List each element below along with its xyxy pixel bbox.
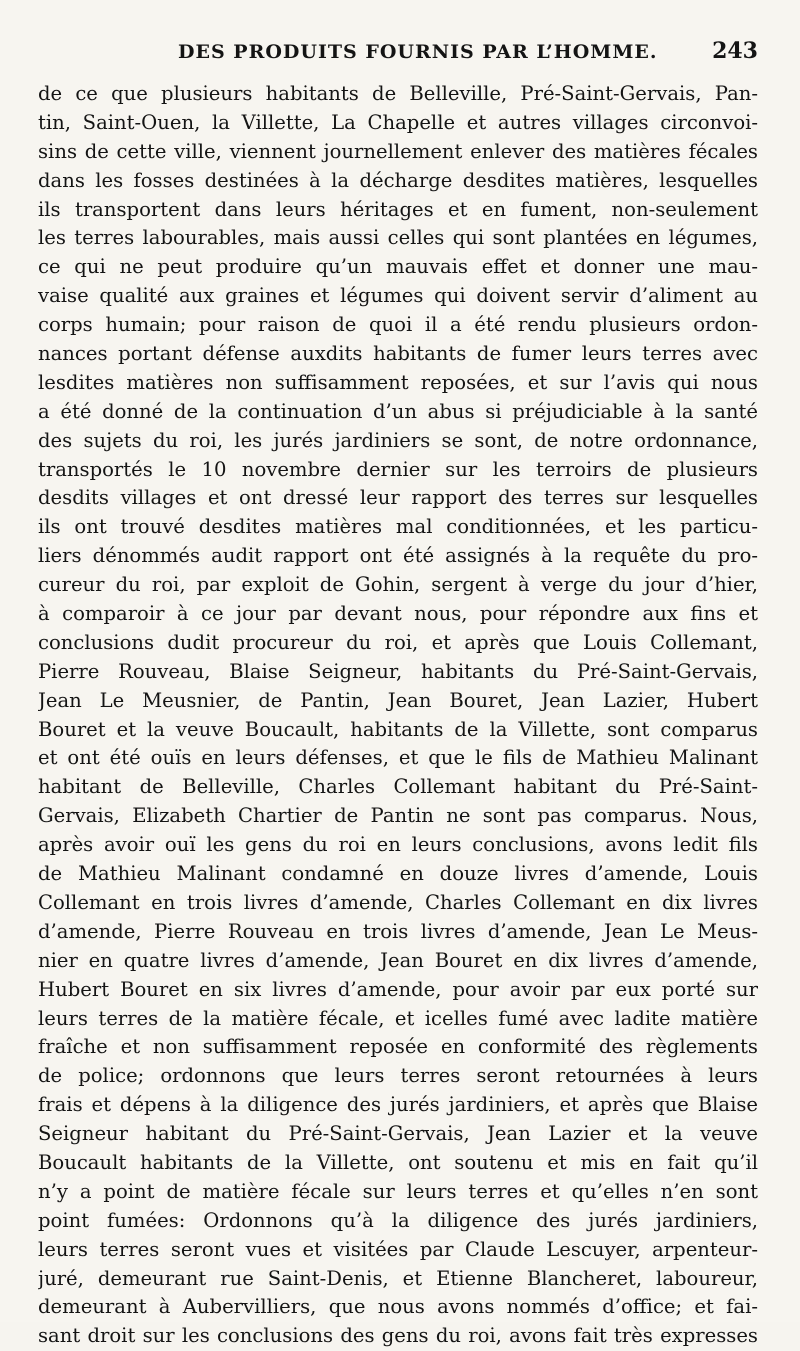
text-line: Jean Le Meusnier, de Pantin, Jean Bouret, Jean Lazier, Hubert <box>38 688 758 712</box>
text-line: sant droit sur les conclusions des gens du roi, avons fait très expresses <box>38 1324 758 1348</box>
text-line: a été donné de la continuation d’un abus si préjudiciable à la santé <box>38 399 758 423</box>
text-line: n’y a point de matière fécale sur leurs terres et qu’elles n’en sont <box>38 1179 758 1203</box>
text-line: Collemant en trois livres d’amende, Charles Collemant en dix livres <box>38 890 758 914</box>
text-line: desdits villages et ont dressé leur rapport des terres sur lesquelles <box>38 486 758 510</box>
text-line: dans les fosses destinées à la décharge desdites matières, lesquelles <box>38 168 758 192</box>
text-line: de police; ordonnons que leurs terres seront retournées à leurs <box>38 1064 758 1088</box>
text-line: conclusions dudit procureur du roi, et après que Louis Collemant, <box>38 630 758 654</box>
text-line: sins de cette ville, viennent journellement enlever des matières fécales <box>38 139 758 163</box>
text-line: d’amende, Pierre Rouveau en trois livres d’amende, Jean Le Meus- <box>38 919 758 943</box>
text-line: Hubert Bouret en six livres d’amende, pour avoir par eux porté sur <box>38 977 758 1001</box>
text-line: demeurant à Aubervilliers, que nous avons nommés d’office; et fai- <box>38 1295 758 1319</box>
text-line: Pierre Rouveau, Blaise Seigneur, habitants du Pré-Saint-Gervais, <box>38 659 758 683</box>
page-number: 243 <box>712 38 758 64</box>
text-line: ils transportent dans leurs héritages et en fument, non-seulement <box>38 197 758 221</box>
text-line: habitant de Belleville, Charles Collemant habitant du Pré-Saint- <box>38 775 758 799</box>
text-line: Seigneur habitant du Pré-Saint-Gervais, Jean Lazier et la veuve <box>38 1122 758 1146</box>
text-line: leurs terres seront vues et visitées par Claude Lescuyer, arpenteur- <box>38 1237 758 1261</box>
text-line: corps humain; pour raison de quoi il a été rendu plusieurs ordon- <box>38 313 758 337</box>
text-line: après avoir ouï les gens du roi en leurs conclusions, avons ledit fils <box>38 833 758 857</box>
text-line: les terres labourables, mais aussi celles qui sont plantées en légumes, <box>38 226 758 250</box>
text-line: Boucault habitants de la Villette, ont soutenu et mis en fait qu’il <box>38 1150 758 1174</box>
text-line: transportés le 10 novembre dernier sur les terroirs de plusieurs <box>38 457 758 481</box>
text-line: ils ont trouvé desdites matières mal conditionnées, et les particu- <box>38 515 758 539</box>
text-line: des sujets du roi, les jurés jardiniers se sont, de notre ordonnance, <box>38 428 758 452</box>
text-line: à comparoir à ce jour par devant nous, pour répondre aux fins et <box>38 602 758 626</box>
running-head: DES PRODUITS FOURNIS PAR L’HOMME. <box>178 41 658 63</box>
body-text <box>38 80 758 1351</box>
text-line: nances portant défense auxdits habitants de fumer leurs terres avec <box>38 342 758 366</box>
text-line: de ce que plusieurs habitants de Belleville, Pré-Saint-Gervais, Pan- <box>38 82 758 105</box>
text-line: fraîche et non suffisamment reposée en conformité des règlements <box>38 1035 758 1059</box>
text-line: point fumées: Ordonnons qu’à la diligence des jurés jardiniers, <box>38 1208 758 1232</box>
page-header <box>38 38 758 72</box>
text-line: liers dénommés audit rapport ont été assignés à la requête du pro- <box>38 544 758 568</box>
text-line: de Mathieu Malinant condamné en douze livres d’amende, Louis <box>38 862 758 886</box>
text-line: lesdites matières non suffisamment reposées, et sur l’avis qui nous <box>38 370 758 394</box>
text-line: cureur du roi, par exploit de Gohin, sergent à verge du jour d’hier, <box>38 573 758 597</box>
text-line: nier en quatre livres d’amende, Jean Bouret en dix livres d’amende, <box>38 948 758 972</box>
text-line: frais et dépens à la diligence des jurés jardiniers, et après que Blaise <box>38 1093 758 1117</box>
text-line: Gervais, Elizabeth Chartier de Pantin ne sont pas comparus. Nous, <box>38 804 758 828</box>
text-line: juré, demeurant rue Saint-Denis, et Etienne Blancheret, laboureur, <box>38 1266 758 1290</box>
text-line: ce qui ne peut produire qu’un mauvais effet et donner une mau- <box>38 255 758 279</box>
text-line: et ont été ouïs en leurs défenses, et que le fils de Mathieu Malinant <box>38 746 758 770</box>
text-line: leurs terres de la matière fécale, et icelles fumé avec ladite matière <box>38 1006 758 1030</box>
text-line: Bouret et la veuve Boucault, habitants de la Villette, sont comparus <box>38 717 758 741</box>
text-line: tin, Saint-Ouen, la Villette, La Chapelle et autres villages circonvoi- <box>38 110 758 134</box>
text-line: vaise qualité aux graines et légumes qui doivent servir d’aliment au <box>38 284 758 308</box>
